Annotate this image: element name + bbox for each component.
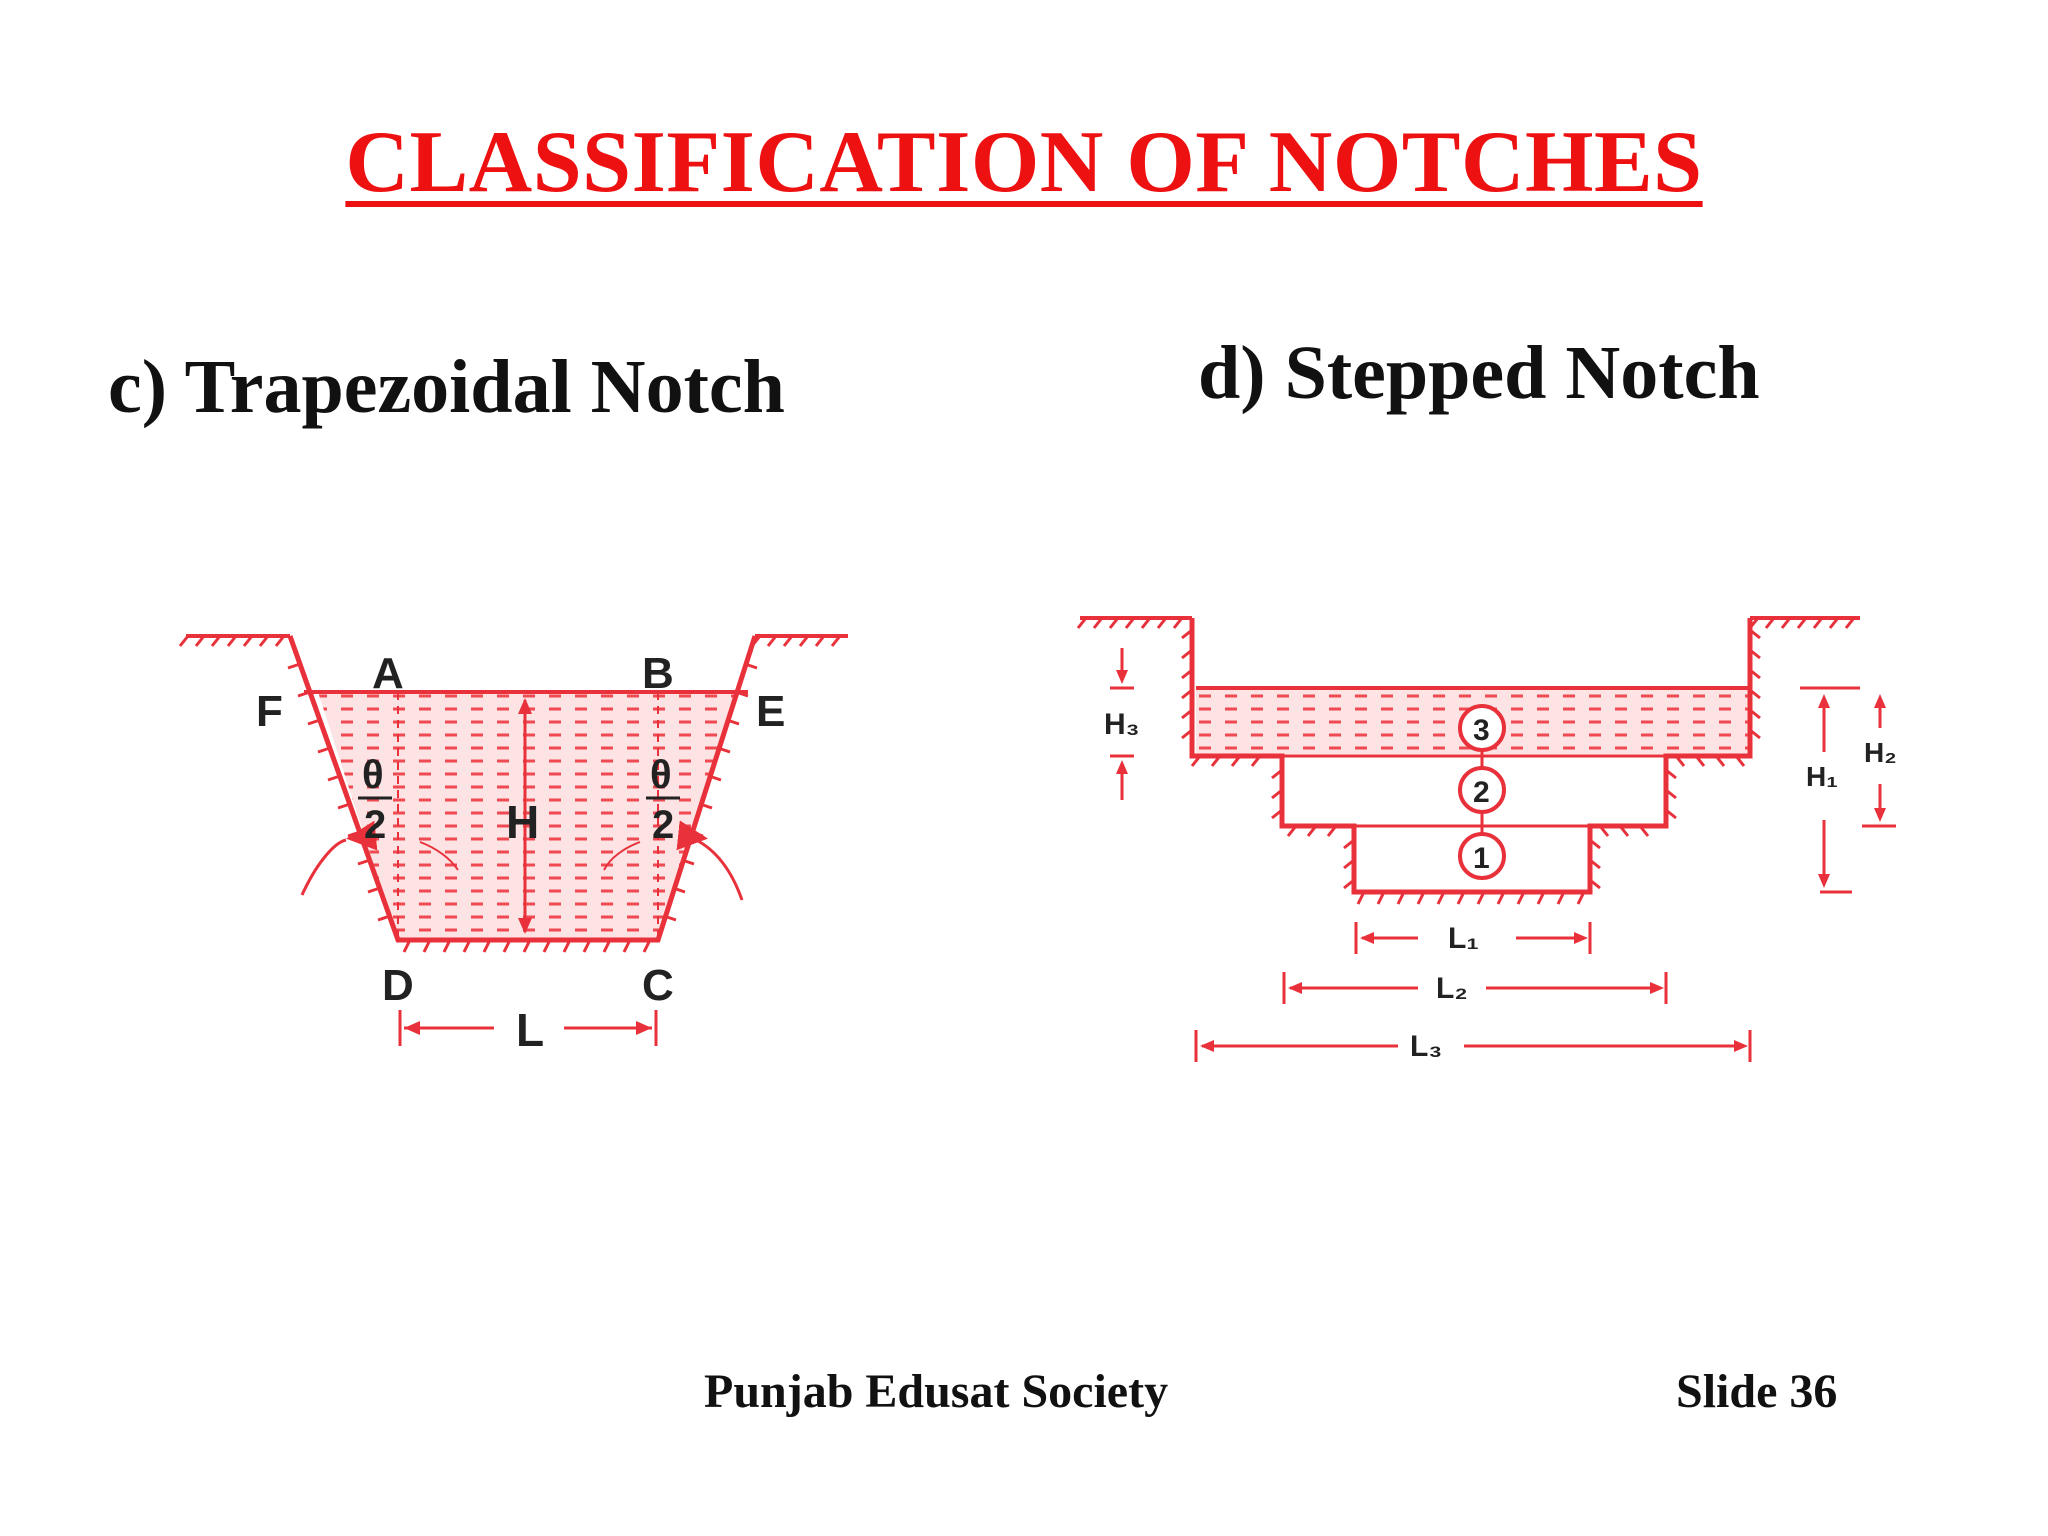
label-h1: H₁	[1806, 761, 1838, 792]
label-h: H	[506, 796, 540, 848]
label-c: C	[642, 961, 674, 1010]
label-l2: L₂	[1436, 972, 1468, 1005]
label-e: E	[756, 687, 786, 736]
step-left-hatch	[1182, 630, 1354, 888]
stepped-notch-diagram	[1078, 618, 1896, 1062]
label-b: B	[642, 649, 674, 698]
label-h3: H₃	[1104, 708, 1140, 741]
right-theta: θ	[650, 753, 672, 797]
slide-title: CLASSIFICATION OF NOTCHES	[345, 114, 1703, 211]
right-angle-arc	[686, 836, 742, 900]
right-angle-arrow	[684, 836, 702, 838]
footer-organization: Punjab Edusat Society	[704, 1365, 1169, 1418]
stepped-labels	[1104, 708, 1897, 1063]
left-angle-arc	[302, 840, 346, 895]
right-two: 2	[652, 803, 675, 847]
label-l3: L₃	[1410, 1030, 1443, 1063]
label-l1: L₁	[1448, 922, 1479, 955]
trapezoidal-notch-heading: c) Trapezoidal Notch	[108, 345, 785, 429]
left-theta: θ	[362, 753, 384, 797]
label-h2: H₂	[1864, 737, 1897, 768]
step-right-hatch	[1590, 630, 1760, 888]
left-two: 2	[364, 803, 387, 847]
footer-slide-number: Slide 36	[1676, 1365, 1838, 1418]
label-d: D	[382, 961, 414, 1010]
label-a: A	[372, 649, 404, 698]
label-step1: 1	[1473, 842, 1490, 875]
label-l: L	[516, 1004, 545, 1056]
label-f: F	[256, 687, 283, 736]
label-step2: 2	[1473, 776, 1490, 809]
label-step3: 3	[1473, 714, 1490, 747]
stepped-notch-heading: d) Stepped Notch	[1198, 331, 1760, 415]
